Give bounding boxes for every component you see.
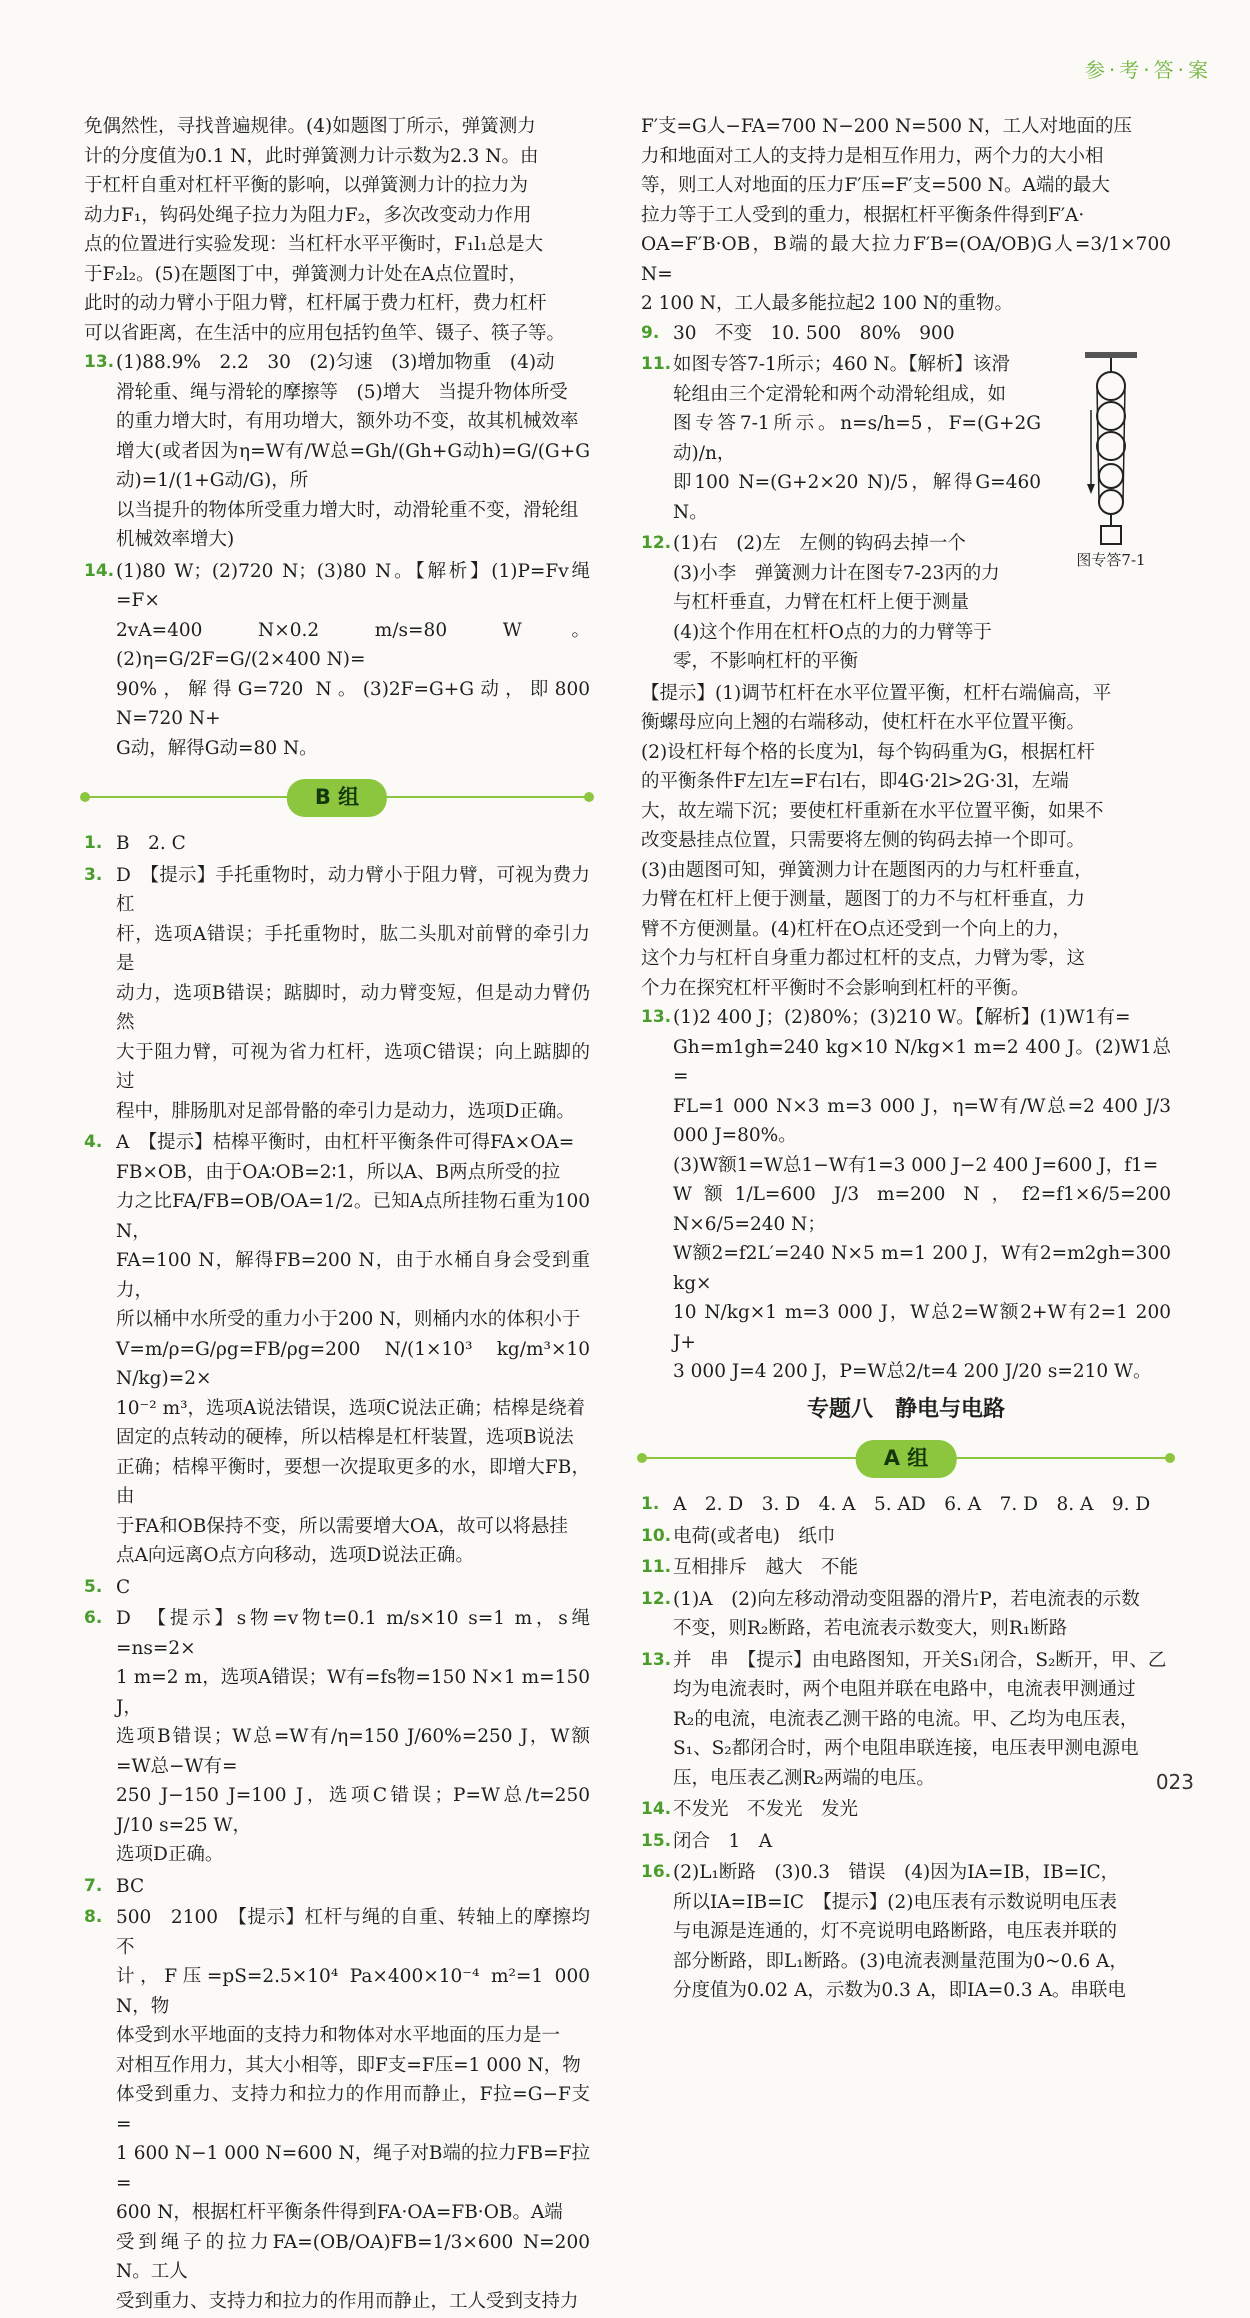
text-line: 并 串 【提示】由电路图知，开关S₁闭合，S₂断开，甲、乙 [673,1649,1167,1671]
text-line: 杆，选项A错误；手托重物时，肱二头肌对前臂的牵引力是 [116,923,590,974]
text-line: 对相互作用力，其大小相等，即F支=F压=1 000 N，物 [116,2054,581,2076]
right-intro-paragraph [641,112,1171,319]
text-line: 闭合 1 A [673,1830,773,1852]
question-number: 10. [641,1525,672,1546]
text-line: V=m/ρ=G/ρg=FB/ρg=200 N/(1×10³ kg/m³×10 N/kg)=2× [116,1338,590,1389]
text-line: W额2=f2L′=240 N×5 m=1 200 J，W有2=m2gh=300 kg× [673,1243,1171,1294]
text-line: 计的分度值为0.1 N，此时弹簧测力计示数为2.3 N。由 [84,145,539,167]
text-line: G动，解得G动=80 N。 [116,737,318,759]
text-line: A 【提示】桔槔平衡时，由杠杆平衡条件可得FA×OA= [116,1132,575,1153]
answer-item [84,1872,590,1902]
text-line: D 【提示】s物=v物t=0.1 m/s×10 s=1 m，s绳=ns=2× [116,1608,590,1659]
question-number: 11. [641,354,672,374]
text-line: 固定的点转动的硬棒，所以桔槔是杠杆装置，选项B说法 [116,1427,574,1448]
question-number: 13. [84,352,115,372]
answer-11-right [641,350,1171,527]
divider-dot [80,792,90,802]
text-line: 体受到重力、支持力和拉力的作用而静止，F拉=G−F支= [116,2084,590,2135]
text-line: 压，电压表乙测R₂两端的电压。 [673,1767,935,1789]
group-a-answers [641,1490,1171,2006]
text-line: 此时的动力臂小于阻力臂，杠杆属于费力杠杆，费力杠杆 [84,293,547,314]
text-line: 轮组由三个定滑轮和两个动滑轮组成，如 [673,383,1007,405]
text-line: (2)L₁断路 (3)0.3 错误 (4)因为IA=IB，IB=IC， [673,1862,1120,1883]
answer-item [84,1573,590,1603]
text-line: 于F₂l₂。(5)在题图丁中，弹簧测力计处在A点位置时， [84,263,528,285]
text-line: 受到绳子的拉力FA=(OB/OA)FB=1/3×600 N=200 N。工人 [116,2231,590,2282]
answer-text: 30 不变 10. 500 80% 900 [673,322,955,344]
left-column [84,112,590,2318]
text-line: OA=F′B·OB，B端的最大拉力F′B=(OA/OB)G人=3/1×700 N= [641,234,1171,285]
text-line: 10⁻² m³，选项A说法错误，选项C说法正确；桔槔是绕着 [116,1397,586,1419]
answer-item [84,1604,590,1870]
text-line: (1)2 400 J；(2)80%；(3)210 W。【解析】(1)W1有= [673,1007,1131,1028]
question-number: 13. [641,1649,672,1670]
text-line: FL=1 000 N×3 m=3 000 J，η=W有/W总=2 400 J/3 000 J=80%。 [673,1095,1171,1146]
text-line: (1)80 W；(2)720 N；(3)80 N。【解析】(1)P=Fv绳=F× [116,560,590,611]
group-a-divider [641,1438,1171,1478]
divider-dot [584,792,594,802]
text-line: 体受到水平地面的支持力和物体对水平地面的压力是一 [116,2025,561,2046]
answer-14-left [84,557,590,764]
question-number: 14. [84,560,115,581]
answer-text [673,529,1171,677]
text-line: 正确；桔槔平衡时，要想一次提取更多的水，即增大FB，由 [116,1456,590,1507]
text-line: C [116,1576,131,1598]
text-line: 即100 N=(G+2×20 N)/5，解得G=460 N。 [673,472,1041,523]
text-line: 滑轮重、绳与滑轮的摩擦等 (5)增大 当提升物体所受 [116,381,568,403]
text-line: 拉力等于工人受到的重力，根据杠杆平衡条件得到F′A· [641,204,1085,226]
question-number: 3. [84,864,103,885]
answer-item [641,1795,1171,1825]
answer-text [673,1003,1171,1387]
text-line: 互相排斥 越大 不能 [673,1557,859,1578]
text-line: 力臂在杠杆上便于测量，题图丁的力不与杠杆垂直，力 [641,889,1086,910]
question-number: 12. [641,1588,672,1609]
text-line: 大，故左端下沉；要使杠杆重新在水平位置平衡，如果不 [641,800,1104,822]
text-line: 600 N，根据杠杆平衡条件得到FA·OA=FB·OB。A端 [116,2202,563,2223]
text-line: 力之比FA/FB=OB/OA=1/2。已知A点所挂物石重为100 N， [116,1191,590,1242]
question-number: 16. [641,1862,672,1882]
text-line: 的平衡条件F左l左=F右l右，即4G·2l>2G·3l，左端 [641,771,1069,792]
answer-12-hint [641,679,1171,1004]
text-line: 大于阻力臂，可视为省力杠杆，选项C错误；向上踮脚的过 [116,1041,590,1092]
text-line: 500 2100 【提示】杠杆与绳的自重、转轴上的摩擦均不 [116,1907,590,1958]
group-label: B 组 [287,779,387,817]
question-number: 12. [641,533,672,553]
text-line: 2vA=400 N×0.2 m/s=80 W。(2)η=G/2F=G/(2×400 N)= [116,619,590,670]
text-line: S₁、S₂都闭合时，两个电阻串联连接，电压表甲测电源电 [673,1738,1139,1759]
question-number: 14. [641,1799,672,1819]
answer-text [116,557,590,764]
text-line: 与杠杆垂直，力臂在杠杆上便于测量 [673,592,970,613]
answer-item [84,861,590,1127]
text-line: 动力，选项B错误；踮脚时，动力臂变短，但是动力臂仍然 [116,982,590,1033]
section-title: 专题八 静电与电路 [806,1396,1005,1422]
divider-dot [1165,1453,1175,1463]
answer-item [641,1553,1171,1583]
text-line: 所以桶中水所受的重力小于200 N，则桶内水的体积小于 [116,1309,581,1330]
text-line: (3)小李 弹簧测力计在图专7-23丙的力 [673,562,1000,584]
text-line: 2 100 N，工人最多能拉起2 100 N的重物。 [641,293,1014,314]
question-number: 1. [84,833,103,853]
text-line: (1)88.9% 2.2 30 (2)匀速 (3)增加物重 (4)动 [116,352,555,373]
text-line: 于杠杆自重对杠杆平衡的影响，以弹簧测力计的拉力为 [84,175,529,196]
text-line: 图专答7-1所示。n=s/h=5，F=(G+2G动)/n， [673,413,1041,464]
text-line: 于FA和OB保持不变，所以需要增大OA，故可以将悬挂 [116,1515,568,1537]
answer-item [84,1128,590,1571]
answer-item [641,1646,1171,1794]
text-line: W额1/L=600 J/3 m=200 N，f2=f1×6/5=200 N×6/5=240 N； [673,1184,1171,1235]
text-line: 等，则工人对地面的压力F′压=F′支=500 N。A端的最大 [641,175,1110,196]
text-line: 不变，则R₂断路，若电流表示数变大，则R₁断路 [673,1618,1068,1639]
text-line: 不发光 不发光 发光 [673,1799,859,1820]
text-line: 受到重力、支持力和拉力的作用而静止，工人受到支持力 [116,2290,579,2312]
text-line: (1)A (2)向左移动滑动变阻器的滑片P，若电流表的示数 [673,1588,1140,1610]
question-number: 1. [641,1494,660,1514]
text-line: 1 m=2 m，选项A错误；W有=fs物=150 N×1 m=150 J， [116,1667,590,1718]
text-line: 【提示】(1)调节杠杆在水平位置平衡，杠杆右端偏高，平 [641,682,1112,704]
text-line: 力和地面对工人的支持力是相互作用力，两个力的大小相 [641,145,1104,167]
text-line: 这个力与杠杆自身重力都过杠杆的支点，力臂为零，这 [641,948,1086,969]
text-line: (3)由题图可知，弹簧测力计在题图丙的力与杠杆垂直， [641,859,1093,881]
answer-13-right [641,1003,1171,1387]
text-line: 部分断路，即L₁断路。(3)电流表测量范围为0~0.6 A， [673,1950,1128,1972]
text-line: A 2. D 3. D 4. A 5. AD 6. A 7. D 8. A 9. D [673,1494,1151,1515]
answer-text [673,350,1171,527]
text-line: 1 600 N−1 000 N=600 N，绳子对B端的拉力FB=F拉= [116,2143,590,2194]
text-line: 动力F₁，钩码处绳子拉力为阻力F₂，多次改变动力作用 [84,204,532,226]
text-line: R₂的电流，电流表乙测干路的电流。甲、乙均为电压表， [673,1708,1139,1730]
text-line: 选项B错误；W总=W有/η=150 J/60%=250 J，W额=W总−W有= [116,1726,590,1777]
answer-text [116,348,590,555]
text-line: 的重力增大时，有用功增大，额外功不变，故其机械效率 [116,411,579,432]
question-number: 7. [84,1875,103,1896]
answer-item [84,1903,590,2316]
text-line: 分度值为0.02 A，示数为0.3 A，即IA=0.3 A。串联电 [673,1980,1126,2001]
answer-item [641,1827,1171,1857]
text-line: (1)右 (2)左 左侧的钩码去掉一个 [673,533,966,554]
text-line: 如图专答7-1所示；460 N。【解析】该滑 [673,354,1010,375]
group-b-divider [84,777,590,817]
text-line: BC [116,1875,145,1897]
text-line: (2)设杠杆每个格的长度为l，每个钩码重为G，根据杠杆 [641,741,1095,763]
header-tag: 参·考·答·案 [1084,58,1212,82]
text-line: F′支=G人−FA=700 N−200 N=500 N，工人对地面的压 [641,116,1133,137]
text-line: FB×OB，由于OA∶OB=2∶1，所以A、B两点所受的拉 [116,1161,561,1183]
text-line: 改变悬挂点位置，只需要将左侧的钩码去掉一个即可。 [641,830,1086,851]
question-number: 9. [641,322,660,343]
text-line: 机械效率增大) [116,529,235,550]
question-number: 5. [84,1576,103,1597]
text-line: 与电源是连通的，灯不亮说明电路断路，电压表并联的 [673,1921,1118,1942]
text-line: (3)W额1=W总1−W有1=3 000 J−2 400 J=600 J，f1= [673,1154,1159,1176]
text-line: 90%，解得G=720 N。(3)2F=G+G动，即800 N=720 N+ [116,678,590,729]
answer-12-right [641,529,1171,677]
text-line: 以当提升的物体所受重力增大时，动滑轮重不变，滑轮组 [116,499,579,521]
text-line: 计，F压=pS=2.5×10⁴ Pa×400×10⁻⁴ m²=1 000 N，物 [116,1966,590,2017]
answer-9-10 [641,319,1171,349]
text-line: 衡螺母应向上翘的右端移动，使杠杆在水平位置平衡。 [641,712,1086,733]
question-number: 4. [84,1132,103,1152]
text-line: 均为电流表时，两个电阻并联在电路中，电流表甲测通过 [673,1679,1136,1700]
text-line: 零，不影响杠杆的平衡 [673,651,859,672]
question-number: 13. [641,1007,672,1027]
left-intro-paragraph [84,112,590,348]
text-line: (4)这个作用在杠杆O点的力的力臂等于 [673,621,992,643]
text-line: 臂不方便测量。(4)杠杆在O点还受到一个向上的力， [641,918,1071,940]
text-line: B 2. C [116,833,186,854]
answer-13-left [84,348,590,555]
figure-caption: 图专答7-1 [1076,551,1146,569]
text-line: FA=100 N，解得FB=200 N，由于水桶自身会受到重力， [116,1250,590,1301]
text-line: 所以IA=IB=IC 【提示】(2)电压表有示数说明电压表 [673,1891,1117,1913]
group-label: A 组 [856,1440,957,1478]
text-line: 程中，腓肠肌对足部骨骼的牵引力是动力，选项D正确。 [116,1100,575,1122]
group-b-answers [84,829,590,2316]
text-line: 选项D正确。 [116,1844,224,1865]
answer-item [84,829,590,859]
divider-dot [637,1453,647,1463]
question-number: 15. [641,1830,672,1851]
text-line: 点A向远离O点方向移动，选项D说法正确。 [116,1545,474,1566]
answer-item [641,1858,1171,2006]
question-number: 6. [84,1608,103,1628]
text-line: 3 000 J=4 200 J，P=W总2/t=4 200 J/20 s=210 W。 [673,1361,1152,1382]
answer-item [641,1490,1171,1520]
question-number: 11. [641,1557,672,1577]
question-number: 8. [84,1907,103,1927]
answer-item [641,1522,1171,1552]
text-line: 个力在探究杠杆平衡时不会影响到杠杆的平衡。 [641,977,1030,999]
text-line: 电荷(或者电) 纸巾 [673,1525,836,1547]
text-line: D 【提示】手托重物时，动力臂小于阻力臂，可视为费力杠 [116,864,590,915]
text-line: 250 J−150 J=100 J，选项C错误；P=W总/t=250 J/10 s=25 W， [116,1785,590,1836]
text-line: Gh=m1gh=240 kg×10 N/kg×1 m=2 400 J。(2)W1总= [673,1036,1171,1087]
text-line: 免偶然性，寻找普遍规律。(4)如题图丁所示，弹簧测力 [84,116,536,137]
right-column [641,112,1171,2008]
text-line: 点的位置进行实验发现：当杠杆水平平衡时，F₁l₁总是大 [84,234,544,255]
text-line: 10 N/kg×1 m=3 000 J，W总2=W额2+W有2=1 200 J+ [673,1302,1171,1353]
page-number: 023 [1155,1770,1194,1794]
text-line: 增大(或者因为η=W有/W总=Gh/(Gh+G动h)=G/(G+G动)=1/(1+G动/G)，所 [116,440,590,491]
answer-item [641,1585,1171,1644]
text-line: 可以省距离，在生活中的应用包括钓鱼竿、镊子、筷子等。 [84,322,566,344]
